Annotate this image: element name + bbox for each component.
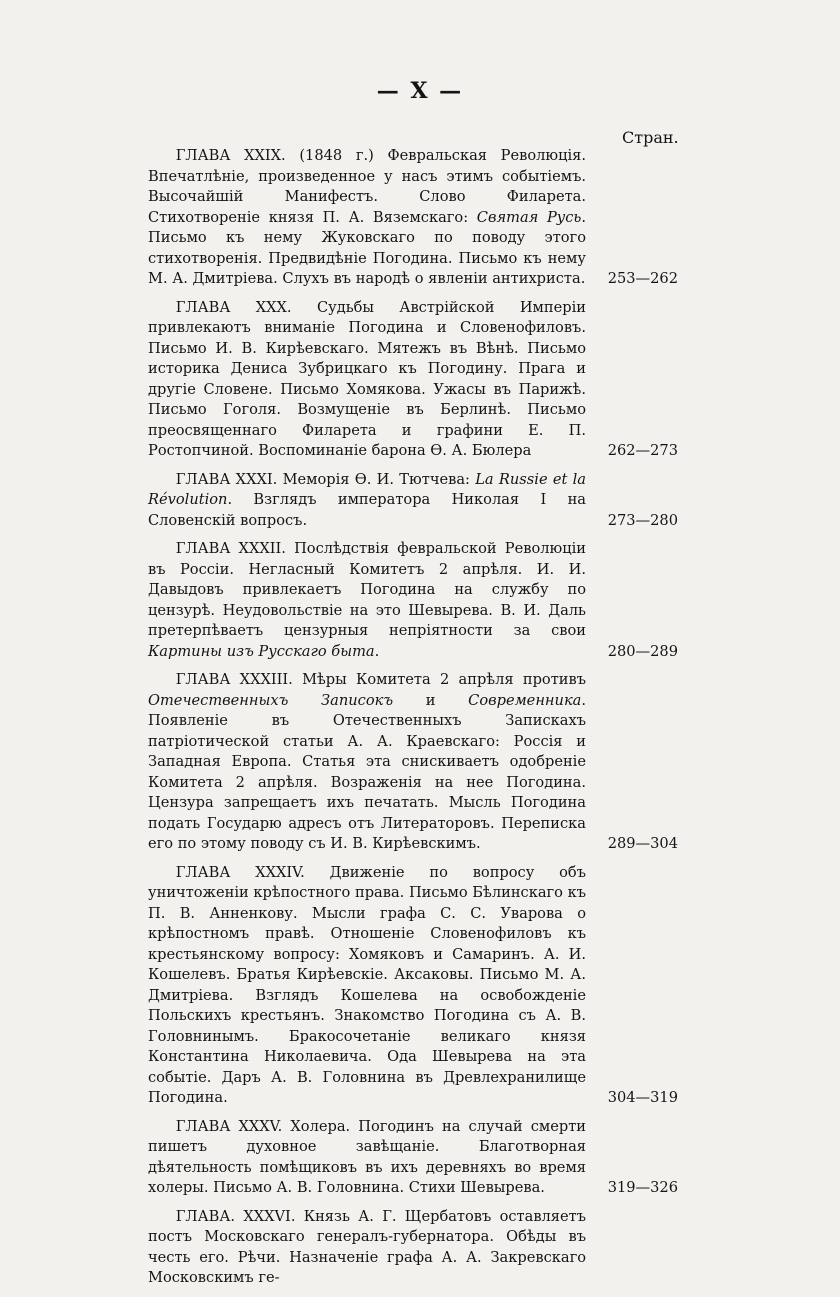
page-range: 280—289 bbox=[607, 642, 678, 660]
chapter-heading: ГЛАВА XXIX. bbox=[175, 147, 286, 164]
toc-entry bbox=[148, 1207, 678, 1289]
toc-entry bbox=[148, 863, 678, 1109]
toc-entry bbox=[148, 470, 678, 532]
toc-entry bbox=[148, 298, 678, 462]
chapter-heading: ГЛАВА. XXXVI. bbox=[175, 1207, 296, 1225]
page-range: 273—280 bbox=[607, 511, 678, 529]
entry-italic-title: Современника bbox=[468, 691, 582, 709]
entry-italic-title: La Russie et la Révolution bbox=[148, 470, 587, 508]
page-range: 304—319 bbox=[607, 1089, 678, 1106]
page-range: 253—262 bbox=[607, 270, 678, 287]
entry-italic-title: Святая Русь bbox=[476, 208, 582, 226]
table-of-contents bbox=[148, 146, 678, 1297]
entry-text-part: Князь А. Г. Щербатовъ оставляетъ постъ Московскаго генералъ-губернатора. Обѣды въ честь его. Рѣчи. Назначеніе графа А. А. Закревскаго Московскимъ ге- bbox=[148, 1207, 587, 1286]
pages-column-label: Стран. bbox=[622, 128, 679, 147]
entry-text-part: Движеніе по вопросу объ уничтоженіи крѣпостного права. Письмо Бѣлинскаго къ П. В. Анненкову. Мысли графа С. С. Уварова о крѣпостномъ правѣ. Отношеніе Словенофиловъ къ крестьянскому вопросу: Хомяковъ и Самаринъ. А. И. Кошелевъ. Братья Кирѣевскіе. Аксаковы. Письмо М. А. Дмитріева. Взглядъ Кошелева на освобожденіе Польскихъ крестьянъ. Знакомство Погодина съ А. В. Головнинымъ. Бракосочетаніе великаго князя Константина Николаевича. Ода Шевырева на эта событіе. Даръ А. В. Головнина въ Древлехранилище Погодина. bbox=[148, 863, 587, 1106]
toc-entry-text bbox=[148, 1117, 586, 1199]
toc-entry-text bbox=[148, 298, 586, 462]
entry-text-part: . Письмо къ нему Жуковскаго по поводу этого стихотворенія. Предвидѣніе Погодина. Письмо къ нему М. А. Дмитріева. Слухъ въ народѣ о явленіи антихриста. bbox=[148, 208, 586, 287]
toc-entry-text bbox=[148, 470, 586, 532]
toc-entry bbox=[148, 670, 678, 855]
page-number-marker: — X — bbox=[376, 78, 464, 104]
entry-italic-title: Отечественныхъ Записокъ bbox=[148, 691, 394, 709]
toc-entry-text bbox=[148, 670, 586, 855]
toc-entry bbox=[148, 146, 678, 290]
toc-entry bbox=[148, 1117, 678, 1199]
toc-entry-text bbox=[148, 146, 586, 290]
entry-text-part: Холера. Погодинъ на случай смерти пишетъ духовное завѣщаніе. Благотворная дѣятельность помѣщиковъ въ ихъ деревняхъ во время холеры. Письмо А. В. Головнина. Стихи Шевырева. bbox=[148, 1117, 587, 1196]
entry-text-part: и bbox=[393, 691, 469, 709]
entry-text-part: . Взглядъ императора Николая I на Словенскій вопросъ. bbox=[148, 491, 586, 529]
entry-text-part: (1848 г.) Февральская Революція. Впечатлѣніе, произведенное у насъ этимъ событіемъ. Высочайшій Манифестъ. Слово Филарета. Стихотвореніе князя П. А. Вяземскаго: bbox=[148, 147, 586, 226]
toc-entry-text bbox=[148, 863, 586, 1109]
entry-italic-title: Картины изъ Русскаго быта bbox=[148, 642, 375, 660]
entry-text-part: . bbox=[374, 642, 380, 660]
chapter-heading: ГЛАВА XXXIII. bbox=[175, 671, 293, 688]
chapter-heading: ГЛАВА XXXII. bbox=[175, 540, 286, 557]
entry-text-part: Мѣры Комитета 2 апрѣля противъ bbox=[302, 671, 586, 688]
entry-text-part: Судьбы Австрійской Имперіи привлекаютъ вниманіе Погодина и Словенофиловъ. Письмо И. В. Кирѣевскаго. Мятежъ въ Вѣнѣ. Письмо историка Дениса Зубрицкаго къ Погодину. Прага и другіе Словене. Письмо Хомякова. Ужасы въ Парижѣ. Письмо Гоголя. Возмущеніе въ Берлинѣ. Письмо преосвященнаго Филарета и графини Е. П. Ростопчиной. Воспоминаніе барона Ѳ. А. Бюлера bbox=[148, 298, 586, 459]
entry-text-part: . Появленіе въ Отечественныхъ Запискахъ патріотической статьи А. А. Краевскаго: Россія и Западная Европа. Статья эта снискиваетъ одобреніе Комитета 2 апрѣля. Возраженія на нее Погодина. Цензура запрещаетъ ихъ печатать. Мысль Погодина подать Государю адресъ отъ Литераторовъ. Переписка его по этому поводу съ И. В. Кирѣевскимъ. bbox=[148, 691, 586, 852]
page-range: 289—304 bbox=[607, 835, 678, 852]
entry-text-part: Меморія Ѳ. И. Тютчева: bbox=[282, 470, 476, 488]
page-range: 262—273 bbox=[607, 442, 678, 459]
toc-entry bbox=[148, 539, 678, 662]
chapter-heading: ГЛАВА XXXIV. bbox=[175, 863, 305, 881]
toc-entry-text bbox=[148, 539, 586, 662]
chapter-heading: ГЛАВА XXXI. bbox=[175, 470, 278, 488]
toc-entry-text bbox=[148, 1207, 586, 1289]
entry-text-part: Послѣдствія февральской Революціи въ Россіи. Негласный Комитетъ 2 апрѣля. И. И. Давыдовъ привлекаетъ Погодина на службу по цензурѣ. Неудовольствіе на это Шевырева. В. И. Даль претерпѣваетъ цензурныя непріятности за свои bbox=[148, 540, 586, 639]
page-range: 319—326 bbox=[607, 1179, 678, 1196]
chapter-heading: ГЛАВА XXX. bbox=[175, 298, 292, 316]
chapter-heading: ГЛАВА XXXV. bbox=[175, 1117, 283, 1135]
